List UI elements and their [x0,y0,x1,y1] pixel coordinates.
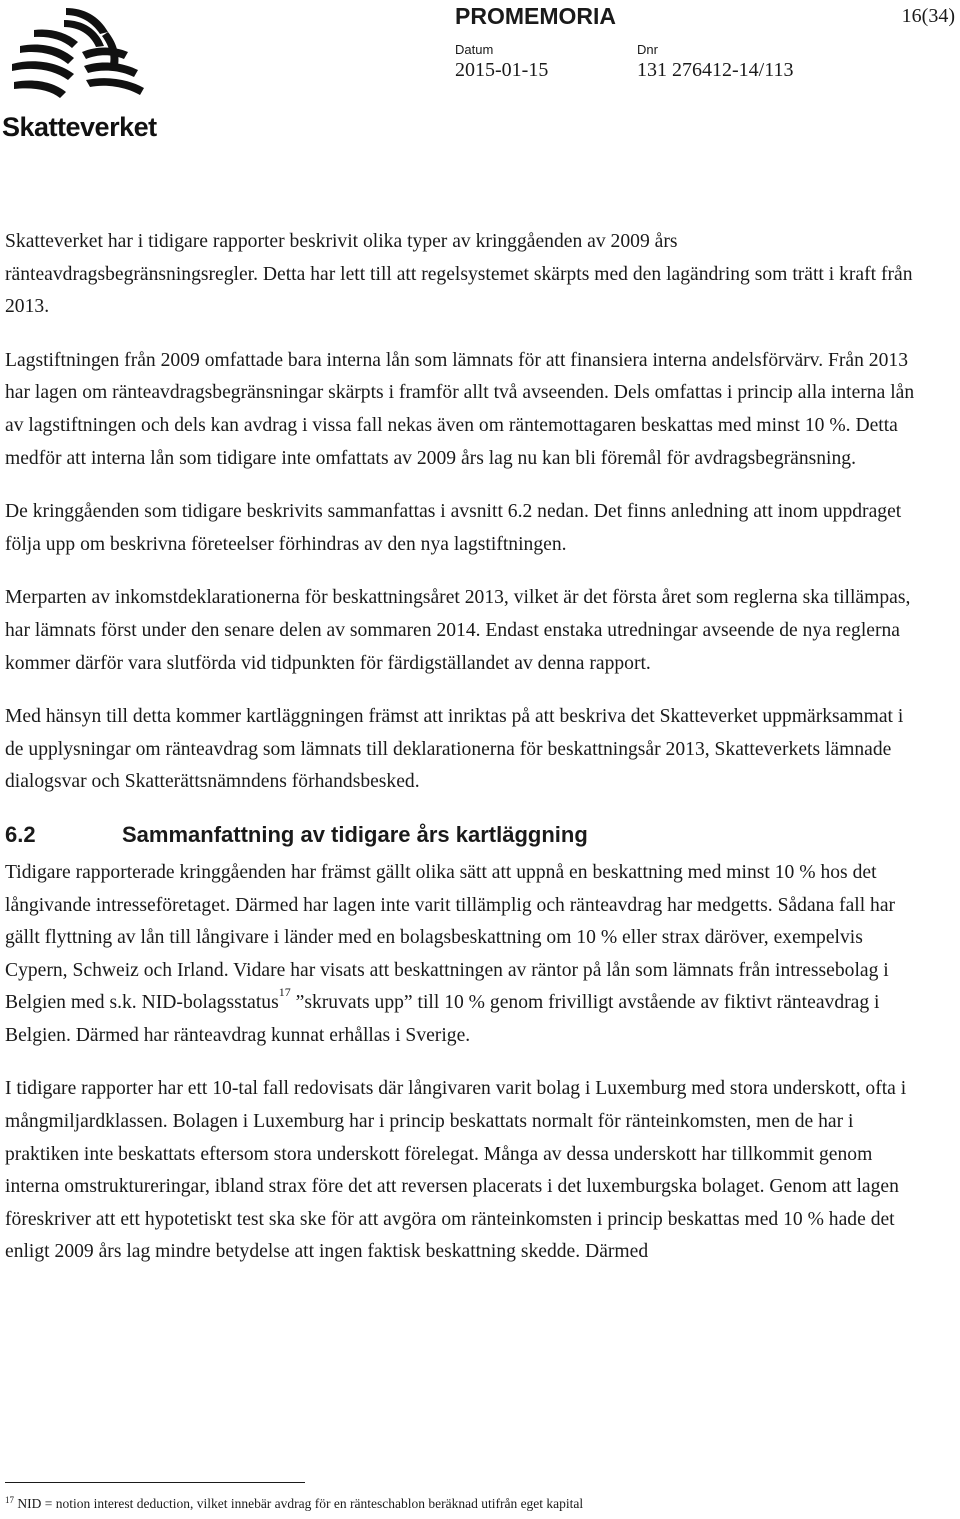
paragraph: I tidigare rapporter har ett 10-tal fall redovisats där långivaren varit bolag i Luxemburg med stora underskott, ofta i mångmiljardklassen. Bolagen i Luxemburg har i princip beskattats normalt för ränteinkomsten, men de har i praktiken inte beskattats eftersom stora underskott förelegat. Många av dessa underskott har tillkommit genom interna omstruktureringar, ibland strax före det att reversen placerats i det luxemburgska bolaget. Genom att lagen föreskriver att ett hypotetiskt test ska ske för att avgöra om ränteinkomsten i princip beskattas med 10 % hade det enligt 2009 års lag mindre betydelse att ingen faktisk beskattning skedde. Därmed [5,1078,907,1263]
document-body [5,226,925,1269]
skatteverket-logo [0,0,160,150]
dnr-label: Dnr [637,42,658,57]
footnote-number: 17 [5,1495,14,1505]
paragraph: De kringgåenden som tidigare beskrivits sammanfattas i avsnitt 6.2 nedan. Det finns anledning att inom uppdraget följa upp om beskrivna företeelser förhindras av den nya lagstiftningen. [5,501,902,555]
paragraph-text: ”skruvats upp” till 10 % genom frivilligt avstående av fiktivt ränteavdrag i Belgien. Därmed har ränteavdrag kunnat erhållas i Sverige. [5,992,880,1046]
paragraph: Lagstiftningen från 2009 omfattade bara interna lån som lämnats för att finansiera interna andelsförvärv. Från 2013 har lagen om ränteavdragsbegränsningar skärpts i framför allt två avseenden. Dels omfattas i princip alla interna lån av lagstiftningen och dels kan avdrag i vissa fall nekas även om räntemottagaren beskattas med minst 10 %. Detta medför att interna lån som tidigare inte omfattats av 2009 års lag nu kan bli föremål för avdragsbegränsning. [5,349,915,469]
footnote-text: NID = notion interest deduction, vilket innebär avdrag för en ränteschablon beräknad utifrån eget kapital [14,1496,584,1511]
section-title: Sammanfattning av tidigare års kartläggning [122,821,588,847]
paragraph-text: Tidigare rapporterade kringgåenden har främst gällt olika sätt att uppnå en beskattning med minst 10 % hos det långivande intresseföretaget. Därmed har lagen inte varit tillämplig och ränteavdrag har medgetts. Sådana fall har gällt flyttning av lån till långivare i länder med en bolagsbeskattning om 10 % eller strax däröver, exempelvis Cypern, Schweiz och Irland. Vidare har visats att beskattningen av räntor på lån som lämnats från intressebolag i Belgien med s.k. NID-bolagsstatus [5,861,896,1014]
dnr-value: 131 276412-14/113 [637,59,794,81]
document-header [0,0,960,150]
document-type: PROMEMORIA [455,3,616,29]
date-label: Datum [455,42,494,57]
paragraph: Med hänsyn till detta kommer kartläggningen främst att inriktas på att beskriva det Skatteverket uppmärksammat i de upplysningar om ränteavdrag som lämnats till deklarationerna för beskattningsår 2013, Skatteverkets lämnade dialogsvar och Skatterättsnämndens förhandsbesked. [5,706,904,793]
paragraph: Merparten av inkomstdeklarationerna för beskattningsåret 2013, vilket är det första året som reglerna ska tillämpas, har lämnats först under den senare delen av sommaren 2014. Endast enstaka utredningar avseende de nya reglerna kommer därför vara slutförda vid tidpunkten för färdigställandet av denna rapport. [5,587,911,674]
paragraph: Skatteverket har i tidigare rapporter beskrivit olika typer av kringgåenden av 2009 års ränteavdragsbegränsningsregler. Detta har lett till att regelsystemet skärpts med den lagändring som trätt i kraft från 2013. [5,231,913,318]
section-heading [5,820,925,850]
logo-wordmark: Skatteverket [2,112,157,142]
footnote-divider [5,1482,305,1483]
date-value: 2015-01-15 [455,59,549,81]
footnote-reference[interactable]: 17 [278,985,291,1000]
section-number: 6.2 [5,821,36,847]
page-number: 16(34) [901,5,955,27]
footnote [5,1496,583,1512]
logo-swirl-icon [4,2,154,112]
paragraph [5,857,925,1053]
